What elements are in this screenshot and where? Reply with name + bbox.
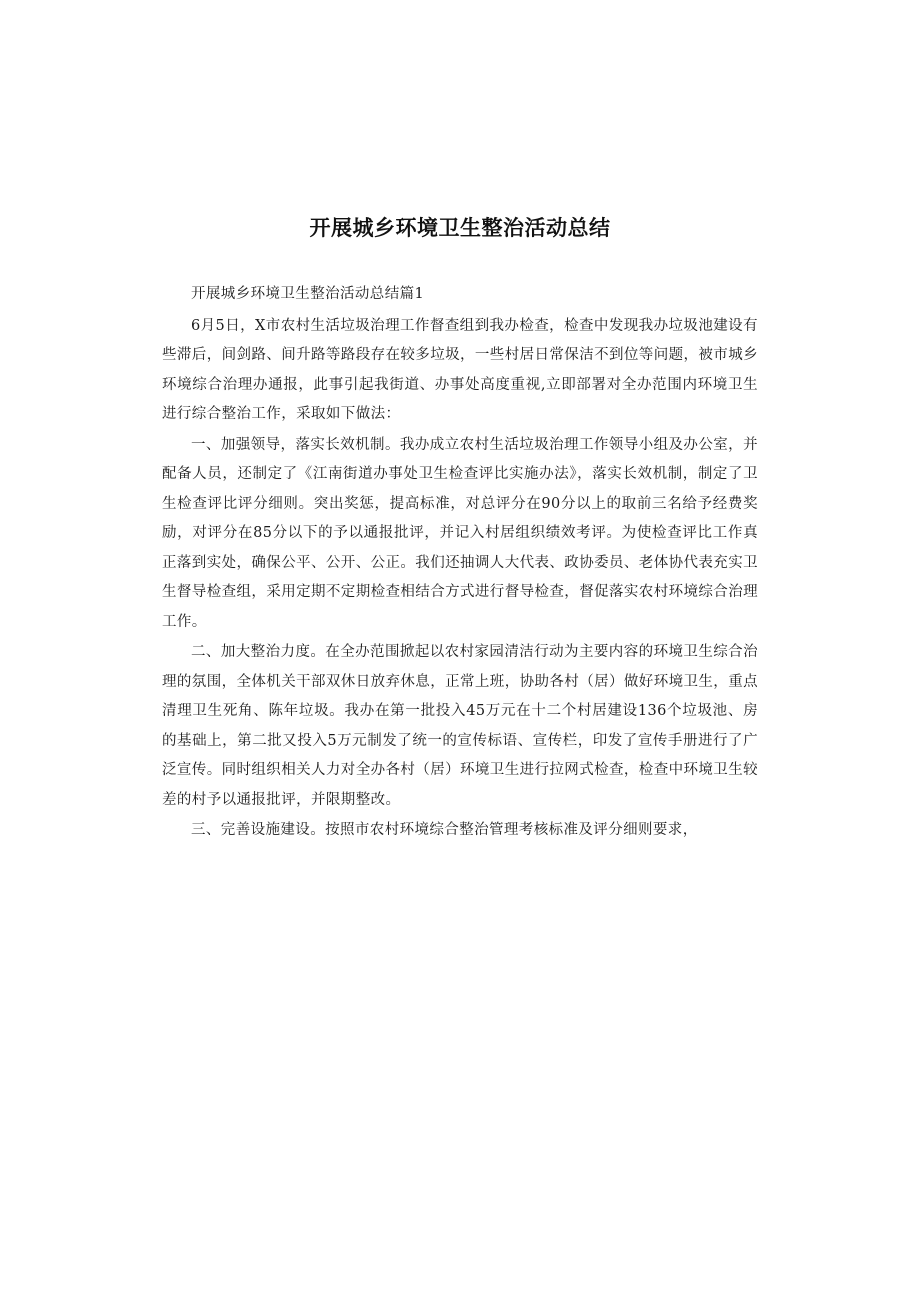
document-title: 开展城乡环境卫生整治活动总结 [309,216,611,240]
document-subtitle: 开展城乡环境卫生整治活动总结篇1 [191,286,425,302]
paragraph-section-1: 一、加强领导，落实长效机制。我办成立农村生活垃圾治理工作领导小组及办公室，并配备人员，还制定了《江南街道办事处卫生检查评比实施办法》，落实长效机制，制定了卫生检查评比评分细则。突出奖惩，提高标准，对总评分在90分以上的取前三名给予经费奖励，对评分在85分以下的予以通报批评，并记入村居组织绩效考评。为使检查评比工作真正落到实处，确保公平、公开、公正。我们还抽调人大代表、政协委员、老体协代表充实卫生督导检查组，采用定期不定期检查相结合方式进行督导检查，督促落实农村环境综合治理工作。 [162,436,758,630]
paragraph-intro: 6月5日，X市农村生活垃圾治理工作督查组到我办检查，检查中发现我办垃圾池建设有些滞后，间剑路、间升路等路段存在较多垃圾，一些村居日常保洁不到位等问题，被市城乡环境综合治理办通报，此事引起我街道、办事处高度重视,立即部署对全办范围内环境卫生进行综合整治工作，采取如下做法： [162,317,758,422]
paragraph-section-2: 二、加大整治力度。在全办范围掀起以农村家园清洁行动为主要内容的环境卫生综合治理的氛围，全体机关干部双休日放弃休息，正常上班，协助各村（居）做好环境卫生，重点清理卫生死角、陈年垃圾。我办在第一批投入45万元在十二个村居建设136个垃圾池、房的基础上，第二批又投入5万元制发了统一的宣传标语、宣传栏，印发了宣传手册进行了广泛宣传。同时组织相关人力对全办各村（居）环境卫生进行拉网式检查，检查中环境卫生较差的村予以通报批评，并限期整改。 [162,644,758,808]
document-body [162,280,758,846]
paragraph-section-3: 三、完善设施建设。按照市农村环境综合整治管理考核标准及评分细则要求， [191,822,698,838]
